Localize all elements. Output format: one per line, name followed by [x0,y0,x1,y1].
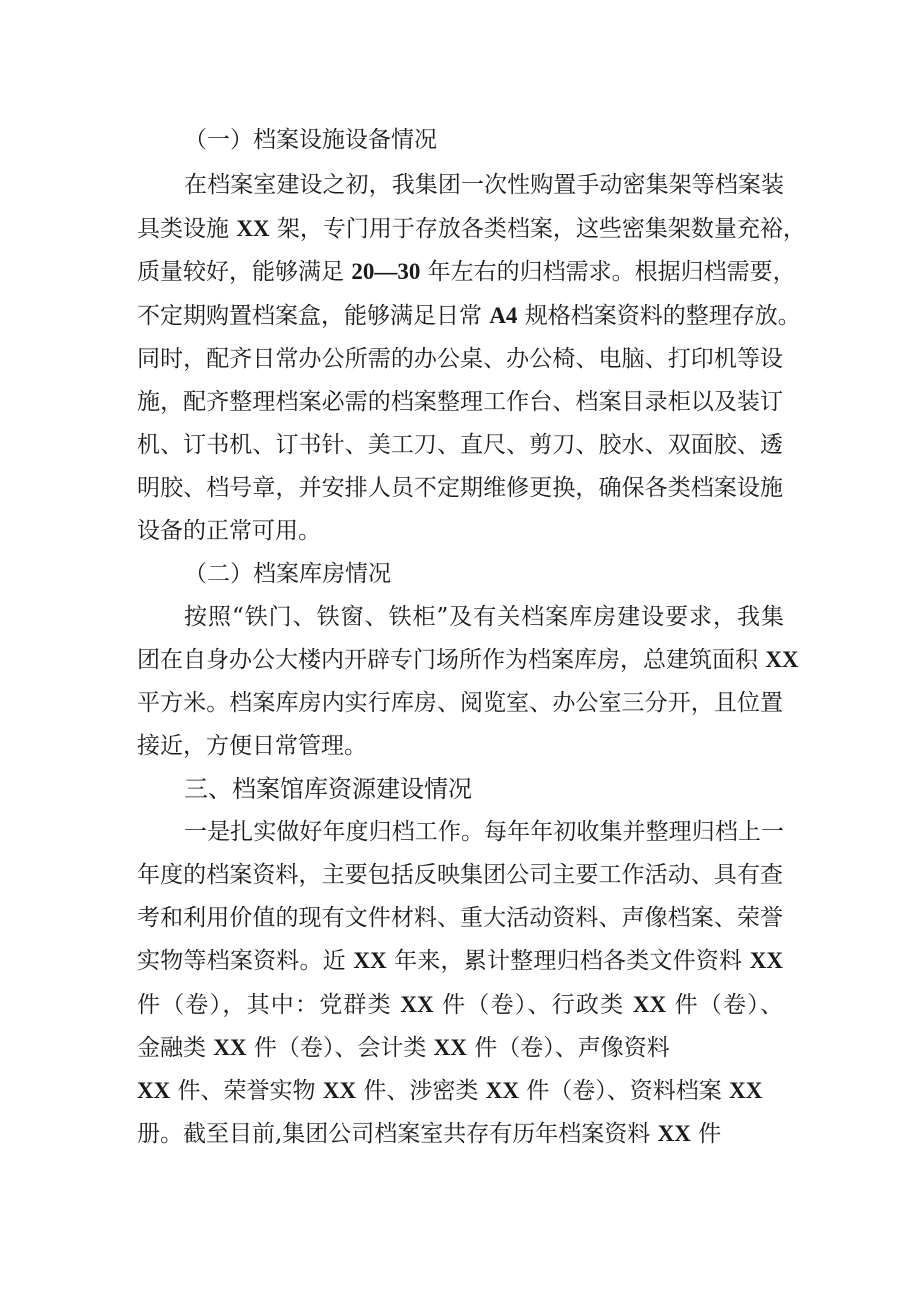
paragraph-line: 平方米。档案库房内实行库房、阅览室、办公室三分开，且位置 [137,690,783,716]
paragraph-line: 机、订书机、订书针、美工刀、直尺、剪刀、胶水、双面胶、透 [137,432,783,458]
paragraph-line: 同时，配齐日常办公所需的办公桌、办公椅、电脑、打印机等设 [137,346,783,372]
paragraph-line: 在档案室建设之初，我集团一次性购置手动密集架等档案装 [184,172,784,198]
paragraph-line: 实物等档案资料。近 XX 年来，累计整理归档各类文件资料 XX [137,948,784,974]
paragraph-line: 明胶、档号章，并安排人员不定期维修更换，确保各类档案设施 [137,475,783,501]
subsection-heading: （二）档案库房情况 [184,561,391,587]
paragraph-line: 件（卷），其中：党群类 XX 件（卷）、行政类 XX 件（卷）、 [137,992,784,1018]
paragraph-line: 质量较好，能够满足 20—30 年左右的归档需求。根据归档需要， [137,259,796,285]
paragraph-line: 接近，方便日常管理。 [137,733,367,759]
paragraph-line: 年度的档案资料，主要包括反映集团公司主要工作活动、具有查 [137,862,783,888]
paragraph-line: 团在自身办公大楼内开辟专门场所作为档案库房，总建筑面积 XX [137,647,799,673]
paragraph-line: 不定期购置档案盒，能够满足日常 A4 规格档案资料的整理存放。 [137,303,801,329]
section-heading: 三、档案馆库资源建设情况 [184,775,472,803]
paragraph-line: 金融类 XX 件（卷）、会计类 XX 件（卷）、声像资料 [137,1035,670,1061]
paragraph-line: XX 件、荣誉实物 XX 件、涉密类 XX 件（卷）、资料档案 XX [137,1078,763,1104]
paragraph-line: 按照“铁门、铁窗、铁柜”及有关档案库房建设要求，我集 [184,604,784,630]
paragraph-line: 一是扎实做好年度归档工作。每年年初收集并整理归档上一 [184,819,784,845]
paragraph-line: 施，配齐整理档案必需的档案整理工作台、档案目录柜以及装订 [137,389,783,415]
paragraph-line: 设备的正常可用。 [137,518,321,544]
paragraph-line: 具类设施 XX 架，专门用于存放各类档案，这些密集架数量充裕， [137,216,806,242]
paragraph-line: 册。截至目前,集团公司档案室共存有历年档案资料 XX 件 [137,1121,722,1147]
paragraph-line: 考和利用价值的现有文件材料、重大活动资料、声像档案、荣誉 [137,905,783,931]
subsection-heading: （一）档案设施设备情况 [184,127,437,153]
